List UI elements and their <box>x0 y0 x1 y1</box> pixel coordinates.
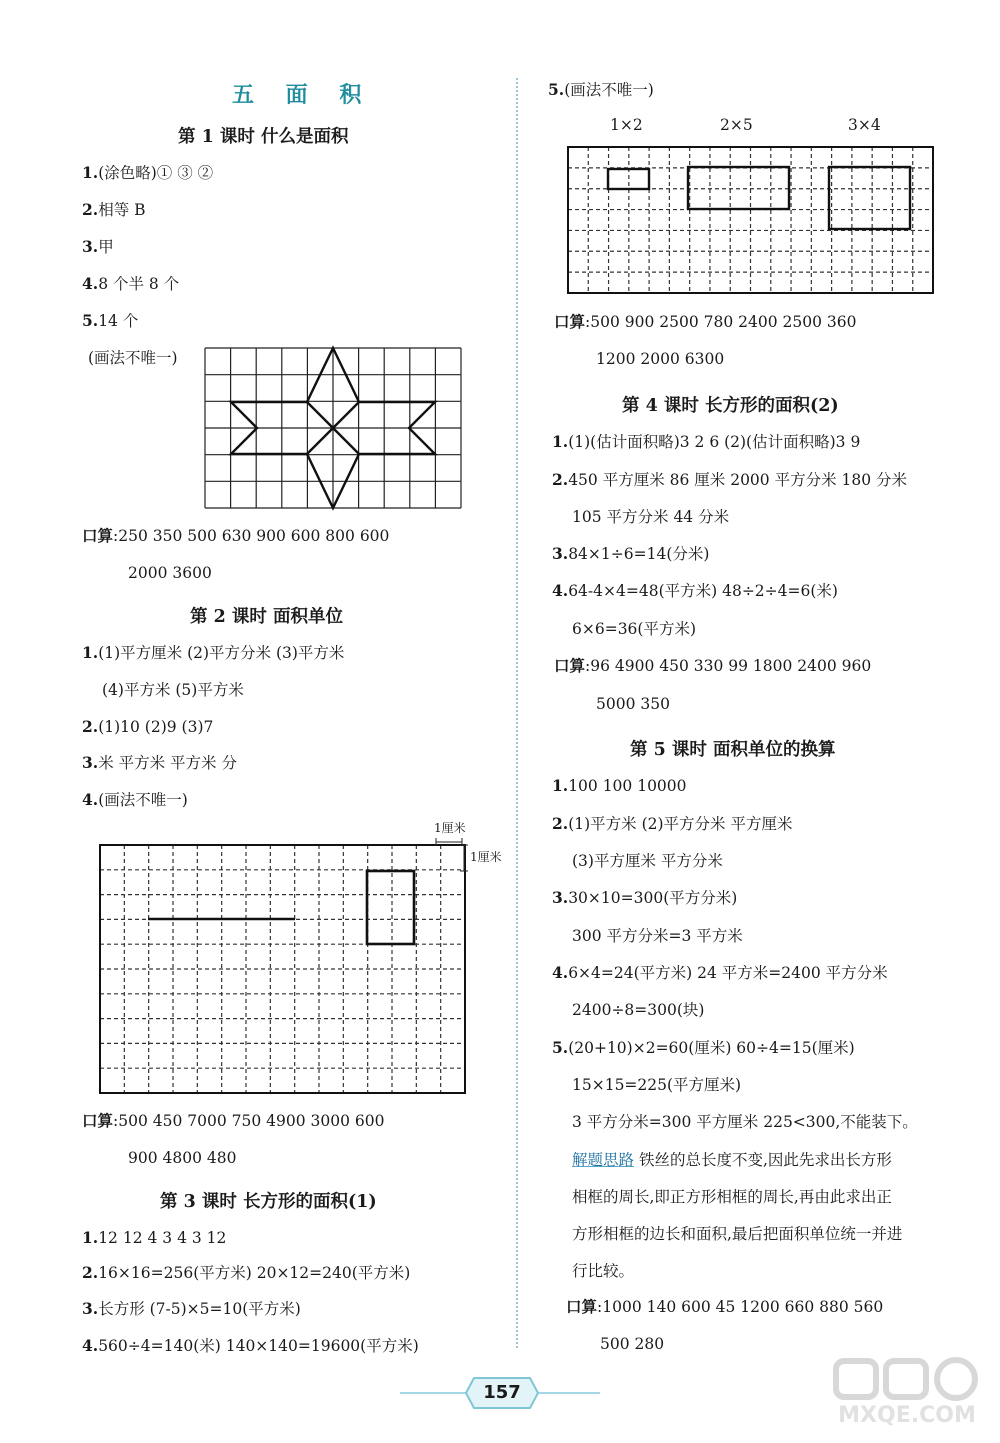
answer-4a: 4.64-4×4=48(平方米) 48÷2÷4=6(米) <box>552 581 838 600</box>
answer-3a: 3.30×10=300(平方分米) <box>552 888 738 907</box>
answer-5a: 5.(20+10)×2=60(厘米) 60÷4=15(厘米) <box>552 1038 855 1057</box>
kousuan-line-2: 500 280 <box>600 1335 665 1353</box>
answer-1: 1.(涂色略)① ③ ② <box>82 163 214 182</box>
answer-4: 4.560÷4=140(米) 140×140=19600(平方米) <box>82 1336 419 1355</box>
hint-line-3: 方形相框的边长和面积,最后把面积单位统一并进 <box>572 1225 903 1243</box>
answer-5: 5.(画法不唯一) <box>548 80 654 99</box>
hint-label: 解题思路 <box>572 1151 635 1169</box>
answer-2a: 2.450 平方厘米 86 厘米 2000 平方分米 180 分米 <box>552 470 908 489</box>
kousuan-line: 口算:96 4900 450 330 99 1800 2400 960 <box>554 656 872 675</box>
answer-2b: 105 平方分米 44 分米 <box>572 508 730 526</box>
answer-4a: 4.6×4=24(平方米) 24 平方米=2400 平方分米 <box>552 963 888 982</box>
kousuan-line-2: 5000 350 <box>596 695 670 713</box>
drawing-note: (画法不唯一) <box>88 349 178 367</box>
hint-line-2: 相框的周长,即正方形相框的周长,再由此求出正 <box>572 1188 892 1206</box>
lesson-4-title: 第 4 课时 长方形的面积(2) <box>622 396 839 416</box>
answer-1: 1.100 100 10000 <box>552 776 687 795</box>
kousuan-line: 口算:500 450 7000 750 4900 3000 600 <box>82 1111 385 1130</box>
rect-2x5 <box>688 167 789 209</box>
dashed-unit-grid <box>100 845 465 1093</box>
hint-line-4: 行比较。 <box>572 1262 635 1280</box>
rect-label-3x4: 3×4 <box>848 116 881 134</box>
kousuan-line: 口算:1000 140 600 45 1200 660 880 560 <box>566 1297 884 1316</box>
answer-2b: (3)平方厘米 平方分米 <box>572 852 723 870</box>
answer-3: 3.甲 <box>82 237 114 256</box>
kousuan-line-2: 2000 3600 <box>128 564 212 582</box>
lesson-3-title: 第 3 课时 长方形的面积(1) <box>160 1192 377 1212</box>
answer-3b: 300 平方分米=3 平方米 <box>572 927 743 945</box>
kousuan-line-2: 900 4800 480 <box>128 1149 237 1167</box>
hint-line-1: 解题思路 铁丝的总长度不变,因此先求出长方形 <box>572 1151 892 1169</box>
answer-1a: 1.(1)平方厘米 (2)平方分米 (3)平方米 <box>82 643 345 662</box>
answer-3: 3.米 平方米 平方米 分 <box>82 753 237 772</box>
drawn-rectangle <box>367 871 414 944</box>
answer-5: 5.14 个 <box>82 311 139 330</box>
answer-4: 4.(画法不唯一) <box>82 790 188 809</box>
kousuan-line-2: 1200 2000 6300 <box>596 350 725 368</box>
answer-1: 1.12 12 4 3 4 3 12 <box>82 1228 227 1247</box>
footer-line-right <box>538 1392 600 1394</box>
answer-4b: 6×6=36(平方米) <box>572 620 697 638</box>
star-grid-figure <box>205 348 461 508</box>
watermark: MXQE.COM <box>822 1355 992 1435</box>
chapter-title: 五 面 积 <box>232 82 374 108</box>
rect-label-1x2: 1×2 <box>610 116 643 134</box>
page-number: 157 <box>466 1376 538 1410</box>
kousuan-line: 口算:250 350 500 630 900 600 800 600 <box>82 526 390 545</box>
answer-2: 2.16×16=256(平方米) 20×12=240(平方米) <box>82 1263 411 1282</box>
answer-3: 3.长方形 (7-5)×5=10(平方米) <box>82 1299 301 1318</box>
answer-1b: (4)平方米 (5)平方米 <box>102 681 244 699</box>
rect-label-2x5: 2×5 <box>720 116 753 134</box>
answer-2: 2.(1)10 (2)9 (3)7 <box>82 717 214 736</box>
answer-5c: 3 平方分米=300 平方厘米 225<300,不能装下。 <box>572 1113 918 1131</box>
lesson-5-title: 第 5 课时 面积单位的换算 <box>630 740 836 760</box>
lesson-2-title: 第 2 课时 面积单位 <box>190 607 343 627</box>
answer-3: 3.84×1÷6=14(分米) <box>552 544 710 563</box>
answer-5b: 15×15=225(平方厘米) <box>572 1076 742 1094</box>
unit-height-label: 1厘米 <box>470 850 502 864</box>
answer-4b: 2400÷8=300(块) <box>572 1001 705 1019</box>
rect-3x4 <box>829 167 910 229</box>
footer-line-left <box>400 1392 466 1394</box>
column-divider <box>516 78 518 1348</box>
answer-1: 1.(1)(估计面积略)3 2 6 (2)(估计面积略)3 9 <box>552 432 861 451</box>
watermark-logo <box>832 1355 982 1403</box>
rectangles-grid <box>568 147 933 293</box>
kousuan-line: 口算:500 900 2500 780 2400 2500 360 <box>554 312 857 331</box>
answer-4: 4.8 个半 8 个 <box>82 274 180 293</box>
unit-width-label: 1厘米 <box>434 821 466 835</box>
unit-measure-marks <box>436 836 476 876</box>
lesson-1-title: 第 1 课时 什么是面积 <box>178 127 349 147</box>
answer-2a: 2.(1)平方米 (2)平方分米 平方厘米 <box>552 814 793 833</box>
answer-2: 2.相等 B <box>82 200 146 219</box>
